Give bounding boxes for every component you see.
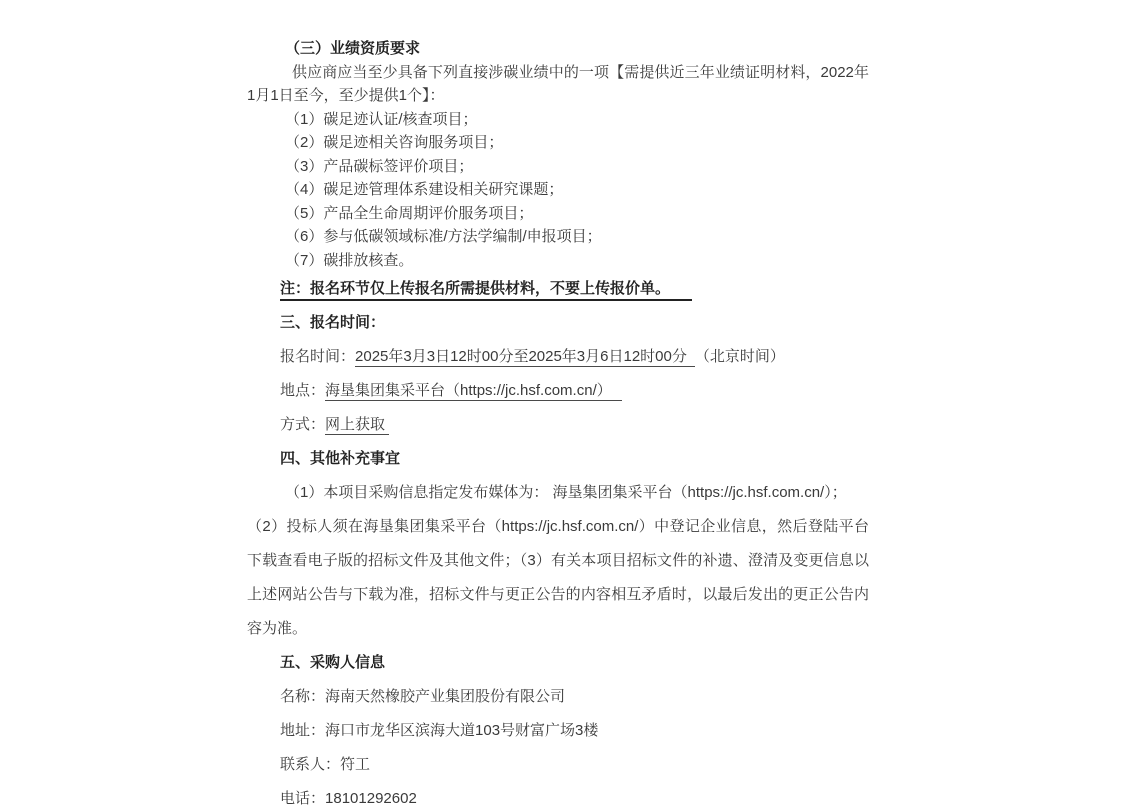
registration-time-suffix: （北京时间） bbox=[694, 348, 785, 365]
purchaser-phone-value: 18101292602 bbox=[325, 790, 417, 807]
registration-method-line bbox=[247, 408, 869, 442]
supplement-item-1: （1）本项目采购信息指定发布媒体为： 海垦集团集采平台（https://jc.hsf.com.cn/）； bbox=[285, 484, 847, 501]
qualification-item-2: （2）碳足迹相关咨询服务项目； bbox=[285, 134, 504, 151]
registration-time-line bbox=[247, 340, 869, 374]
qualification-item-3: （3）产品碳标签评价项目； bbox=[285, 157, 474, 175]
purchaser-heading: 五、采购人信息 bbox=[280, 654, 386, 671]
qualification-intro: 供应商应当至少具备下列直接涉碳业绩中的一项【需提供近三年业绩证明材料，2022年1月1日至今，至少提供1个】： bbox=[247, 63, 869, 104]
purchaser-name-label: 名称： bbox=[280, 688, 326, 705]
registration-place-line bbox=[247, 374, 869, 408]
purchaser-contact-value: 符工 bbox=[340, 756, 371, 773]
note-text: 注：报名环节仅上传报名所需提供材料，不要上传报价单。 bbox=[280, 280, 692, 301]
purchaser-phone-label: 电话： bbox=[280, 790, 326, 807]
qualification-heading: （三）业绩资质要求 bbox=[285, 40, 421, 57]
qualification-item-6: （6）参与低碳领域标准/方法学编制/申报项目； bbox=[285, 228, 602, 245]
purchaser-name-value: 海南天然橡胶产业集团股份有限公司 bbox=[325, 688, 566, 705]
supplement-heading: 四、其他补充事宜 bbox=[280, 450, 401, 467]
purchaser-address-line bbox=[247, 714, 869, 748]
qualification-item-4: （4）碳足迹管理体系建设相关研究课题； bbox=[285, 181, 564, 198]
purchaser-contact-line bbox=[247, 748, 869, 782]
registration-place-value: 海垦集团集采平台（https://jc.hsf.com.cn/） bbox=[325, 382, 622, 401]
document-content bbox=[247, 37, 869, 808]
supplement-item-2: （2）投标人须在海垦集团集采平台（https://jc.hsf.com.cn/）中登记企业信息，然后登陆平台下载查看电子版的招标文件及其他文件；（3）有关本项目招标文件的补遗、澄清及变更信息以上述网站公告与下载为准，招标文件与更正公告的内容相互矛盾时，以最后发出的更正公告内容为准。 bbox=[247, 518, 869, 637]
purchaser-name-line bbox=[247, 680, 869, 714]
qualification-list bbox=[247, 108, 869, 273]
registration-place-label: 地点： bbox=[280, 382, 326, 399]
registration-heading: 三、报名时间： bbox=[280, 314, 386, 331]
registration-method-label: 方式： bbox=[280, 416, 326, 433]
qualification-item-1: （1）碳足迹认证/核查项目； bbox=[285, 110, 478, 128]
purchaser-address-value: 海口市龙华区滨海大道103号财富广场3楼 bbox=[325, 722, 599, 739]
purchaser-contact-label: 联系人： bbox=[280, 756, 341, 773]
qualification-item-7: （7）碳排放核查。 bbox=[285, 251, 414, 269]
purchaser-phone-line bbox=[247, 782, 869, 808]
registration-time-label: 报名时间： bbox=[280, 348, 356, 365]
purchaser-address-label: 地址： bbox=[280, 722, 326, 739]
qualification-item-5: （5）产品全生命周期评价服务项目； bbox=[285, 204, 534, 222]
note-line bbox=[247, 272, 869, 306]
registration-method-value: 网上获取 bbox=[325, 416, 389, 435]
registration-time-value: 2025年3月3日12时00分至2025年3月6日12时00分 bbox=[355, 348, 695, 367]
